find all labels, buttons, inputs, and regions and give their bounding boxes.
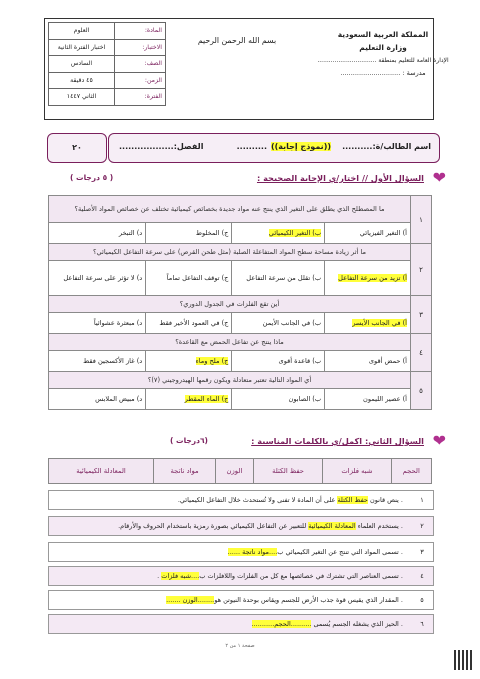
fill-answer[interactable]: المعادلة الكيميائية: [308, 522, 356, 530]
option-text: ب) قاعدة أقوى: [278, 357, 322, 365]
question-number: ٤: [411, 334, 432, 372]
word-bank-item: مواد ناتجة: [154, 459, 216, 484]
info-key: الزمن:: [115, 72, 166, 89]
info-value: السادس: [49, 56, 115, 73]
question-number: ١: [411, 196, 432, 244]
fill-pre: . ينص قانون: [367, 496, 403, 504]
info-value: الثاني ١٤٤٧: [49, 89, 115, 106]
info-row: [49, 56, 166, 73]
question-number: ٥: [411, 372, 432, 410]
fill-answer[interactable]: ....مواد ناتجة ......: [227, 548, 278, 556]
info-row: [49, 89, 166, 106]
q2-title: السؤال الثاني: اكمل/ي بالكلمات المناسبة :: [251, 436, 424, 446]
name-label: اسم الطالب/ة:..........: [342, 142, 431, 151]
fill-row: [48, 566, 434, 586]
fill-number: ٦: [420, 620, 424, 628]
option-text: ب) في الجانب الأيمن: [262, 319, 322, 327]
info-row: [49, 72, 166, 89]
option-cell[interactable]: [325, 223, 411, 244]
option-cell[interactable]: [232, 389, 325, 410]
heart-icon: ❤: [432, 168, 446, 187]
option-text: د) التبخر: [118, 229, 143, 237]
score-value: ٢٠: [72, 143, 82, 152]
score-box: [47, 133, 107, 163]
fill-row: [48, 590, 434, 610]
info-key: الفترة:: [115, 89, 166, 106]
option-cell[interactable]: [232, 351, 325, 372]
question-row: [49, 196, 432, 223]
correct-option: أ) في الجانب الأيسر: [352, 319, 407, 327]
question-row: [49, 244, 432, 261]
word-bank-item: المعادلة الكيميائية: [49, 459, 154, 484]
fill-text: [252, 615, 403, 633]
kingdom-text: المملكة العربية السعودية: [337, 30, 429, 39]
info-value: اختبار الفترة الثانية: [49, 39, 115, 56]
fill-number: ٢: [420, 522, 424, 530]
option-text: أ) حمض أقوى: [368, 357, 407, 365]
word-bank: [48, 458, 432, 484]
fill-answer[interactable]: ........الوزن .......: [166, 596, 215, 604]
heart-icon-2: ❤: [432, 431, 446, 450]
question-row: [49, 334, 432, 351]
fill-answer[interactable]: ..........الحجم...........: [251, 620, 312, 628]
name-value: ((نموذج إجابة)): [270, 142, 331, 151]
option-cell[interactable]: [325, 389, 411, 410]
fill-row: [48, 490, 434, 510]
info-value: ٤٥ دقيقة: [49, 72, 115, 89]
question-row: [49, 372, 432, 389]
option-cell[interactable]: [325, 261, 411, 296]
fill-pre: . المقدار الذي يقيس قوة جذب الأرض للجسم ويقاس بوحدة النيوتن هو: [214, 596, 403, 604]
header-right: [308, 28, 458, 80]
option-cell[interactable]: [146, 261, 232, 296]
fill-number: ٤: [420, 572, 424, 580]
fill-post: على أن المادة لا تفنى ولا تُستحدث خلال التفاعل الكيميائي.: [177, 496, 338, 504]
option-text: ج) في العمود الأخير فقط: [159, 319, 229, 327]
name-dots: ..........: [236, 142, 267, 151]
correct-option: أ) تزيد من سرعة التفاعل: [338, 274, 407, 282]
qr-code-icon: [454, 650, 474, 670]
fill-pre: . تسمى العناصر التي تشترك في خصائصها مع كل من الفلزات واللافلزات ب: [199, 572, 403, 580]
mcq-table: [48, 195, 432, 410]
question-text: ما المصطلح الذي يطلق على التغير الذي ينتج عنه مواد جديدة بخصائص كيميائية تختلف عن خصائص المواد الأصلية؟: [49, 196, 411, 223]
option-text: ب) تقلل من سرعة التفاعل: [246, 274, 322, 282]
option-text: أ) عصير الليمون: [363, 395, 407, 403]
fill-row: [48, 542, 434, 562]
fill-text: [166, 591, 403, 609]
option-text: ج) المخلوط: [195, 229, 229, 237]
option-cell[interactable]: [146, 313, 232, 334]
fill-pre: . يستخدم العلماء: [355, 522, 403, 530]
option-text: ج) توقف التفاعل تماماً: [166, 274, 229, 282]
question-text: ما أثر زيادة مساحة سطح المواد المتفاعلة الصلبة (مثل طحن القرص) على سرعة التفاعل الكيميائي؟: [49, 244, 411, 261]
info-key: الاختبار:: [115, 39, 166, 56]
word-bank-item: شبه فلزات: [323, 459, 391, 484]
fill-number: ١: [420, 496, 424, 504]
option-cell[interactable]: [146, 223, 232, 244]
correct-option: ب) التغير الكيميائي: [268, 229, 322, 237]
fill-text: [228, 543, 403, 561]
options-row: [49, 313, 432, 334]
info-key: المادة:: [115, 23, 166, 40]
option-text: د) مبيض الملابس: [95, 395, 143, 403]
option-cell[interactable]: [232, 313, 325, 334]
fill-post: .: [157, 572, 162, 580]
option-text: أ) التغير الفيزيائي: [359, 229, 407, 237]
fill-answer[interactable]: حفظ الكتلة: [337, 496, 368, 504]
option-text: د) لا تؤثر على سرعة التفاعل: [63, 274, 143, 282]
fill-row: [48, 614, 434, 634]
student-name-box: [108, 133, 440, 163]
fill-text: [178, 491, 403, 509]
option-cell[interactable]: [49, 351, 146, 372]
question-row: [49, 296, 432, 313]
fill-text: [157, 567, 403, 585]
class-label: الفصل:..................: [119, 142, 204, 151]
school-text: مدرسة : .............................: [340, 69, 426, 77]
word-bank-item: الحجم: [391, 459, 431, 484]
option-cell[interactable]: [49, 261, 146, 296]
question-text: أين تقع الفلزات في الجدول الدوري؟: [49, 296, 411, 313]
option-cell[interactable]: [49, 223, 146, 244]
correct-option: ج) ملح وماء: [195, 357, 229, 365]
q1-title: السؤال الأول // اختار/ي الإجابة الصحيحة :: [256, 173, 424, 183]
basmala: بسم الله الرحمن الرحيم: [197, 36, 277, 45]
option-text: د) مبعثرة عشوائياً: [93, 319, 143, 327]
info-key: الصف:: [115, 56, 166, 73]
options-row: [49, 389, 432, 410]
option-cell[interactable]: [49, 389, 146, 410]
fill-post: للتعبير عن التفاعل الكيميائي بصورة رمزية باستخدام الحروف والأرقام.: [118, 522, 309, 530]
fill-row: [48, 516, 434, 536]
word-bank-item: حفظ الكتلة: [253, 459, 323, 484]
option-cell[interactable]: [325, 351, 411, 372]
options-row: [49, 261, 432, 296]
page-footer: صفحة ١ من ٢: [225, 643, 255, 649]
options-row: [49, 223, 432, 244]
option-cell[interactable]: [232, 261, 325, 296]
question-number: ٢: [411, 244, 432, 296]
fill-number: ٣: [420, 548, 424, 556]
options-row: [49, 351, 432, 372]
fill-answer[interactable]: ....شبه فلزات: [161, 572, 200, 580]
ministry-text: وزارة التعليم: [359, 43, 407, 52]
option-cell[interactable]: [146, 351, 232, 372]
option-text: ب) الصابون: [288, 395, 322, 403]
info-value: العلوم: [49, 23, 115, 40]
option-cell[interactable]: [325, 313, 411, 334]
info-row: [49, 23, 166, 40]
fill-text: [118, 517, 403, 535]
word-bank-item: الوزن: [216, 459, 253, 484]
admin-text: الإدارة العامة للتعليم بمنطقة ...............................: [317, 57, 449, 64]
info-row: [49, 39, 166, 56]
correct-option: ج) الماء المقطر: [184, 395, 229, 403]
option-cell[interactable]: [232, 223, 325, 244]
fill-pre: . الحيز الذي يشغله الجسم يُسمى: [311, 620, 403, 628]
option-cell[interactable]: [146, 389, 232, 410]
question-text: ماذا ينتج عن تفاعل الحمض مع القاعدة؟: [49, 334, 411, 351]
option-text: د) غاز الأكسجين فقط: [83, 357, 143, 365]
option-cell[interactable]: [49, 313, 146, 334]
fill-number: ٥: [420, 596, 424, 604]
q2-marks: (٦درجات ): [170, 436, 208, 445]
q1-marks: ( ٥ درجات ): [70, 173, 114, 182]
question-number: ٣: [411, 296, 432, 334]
question-text: أي المواد التالية تعتبر متعادلة ويكون رقمها الهيدروجيني (٧)؟: [49, 372, 411, 389]
exam-info-table: [48, 22, 166, 106]
fill-pre: . تسمى المواد التي تنتج عن التغير الكيميائي ب: [277, 548, 403, 556]
